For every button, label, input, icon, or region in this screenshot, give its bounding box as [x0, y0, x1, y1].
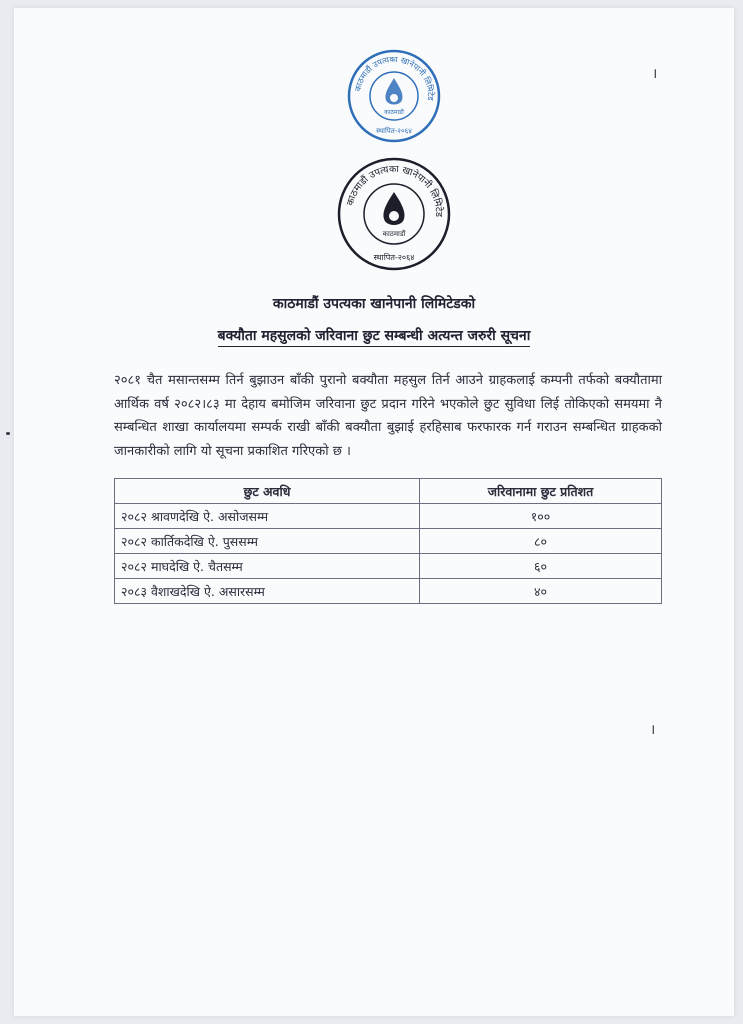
- row-percent: ८०: [420, 529, 662, 554]
- notice-body: २०८१ चैत मसान्तसम्म तिर्न बुझाउन बाँकी पुरानो बक्यौता महसुल तिर्न आउने ग्राहकलाई कम्पनी तर्फको बक्यौतामा आर्थिक वर्ष २०८२।८३ मा देहाय बमोजिम जरिवाना छुट प्रदान गरिने भएकोले छुट सुविधा लिई तोकिएको समयमा नै सम्बन्धित शाखा कार्यालयमा सम्पर्क राखी बाँकी बक्यौता बुझाई हरहिसाब फरफारक गर्न गराउन सम्बन्धित ग्राहकको जानकारीको लागि यो सूचना प्रकाशित गरिएको छ ।: [114, 373, 662, 459]
- row-percent: ६०: [420, 554, 662, 579]
- blue-seal-stamp: [346, 48, 442, 144]
- punch-hole-dot: [6, 432, 10, 435]
- row-period: २०८२ श्रावणदेखि ऐ. असोजसम्म: [115, 504, 420, 529]
- notice-headline: [14, 326, 734, 345]
- row-period: २०८२ कार्तिकदेखि ऐ. पुससम्म: [115, 529, 420, 554]
- row-percent: ४०: [420, 579, 662, 604]
- svg-text:काठमाडौं उपत्यका खानेपानी लिमि: काठमाडौं उपत्यका खानेपानी लिमिटेड: [344, 163, 445, 218]
- row-percent: १००: [420, 504, 662, 529]
- notice-headline-text: बक्यौता महसुलको जरिवाना छुट सम्बन्धी अत्यन्त जरुरी सूचना: [218, 328, 531, 347]
- svg-text:काठमाडौं: काठमाडौं: [382, 230, 406, 238]
- rebate-table: [114, 478, 662, 604]
- table-row: [115, 529, 662, 554]
- company-logo-seal: [336, 156, 452, 272]
- table-row: [115, 579, 662, 604]
- table-row: [115, 504, 662, 529]
- row-period: २०८३ वैशाखदेखि ऐ. असारसम्म: [115, 579, 420, 604]
- table-row: [115, 554, 662, 579]
- svg-text:काठमाडौं: काठमाडौं: [384, 109, 404, 116]
- row-period: २०८२ माघदेखि ऐ. चैतसम्म: [115, 554, 420, 579]
- organization-name: काठमाडौं उपत्यका खानेपानी लिमिटेडको: [272, 296, 476, 312]
- header-percent: जरिवानामा छुट प्रतिशत: [420, 479, 662, 504]
- margin-mark-top: ।: [652, 66, 658, 82]
- document-page: [14, 8, 734, 1016]
- header-period: छुट अवधि: [115, 479, 420, 504]
- svg-text:काठमाडौं उपत्यका खानेपानी लिमि: काठमाडौं उपत्यका खानेपानी लिमिटेड: [353, 54, 436, 101]
- table-header-row: [115, 479, 662, 504]
- margin-mark-bottom: ।: [650, 722, 656, 738]
- svg-text:स्थापित-२०६४: स्थापित-२०६४: [373, 253, 415, 262]
- svg-text:स्थापित-२०६४: स्थापित-२०६४: [376, 127, 412, 135]
